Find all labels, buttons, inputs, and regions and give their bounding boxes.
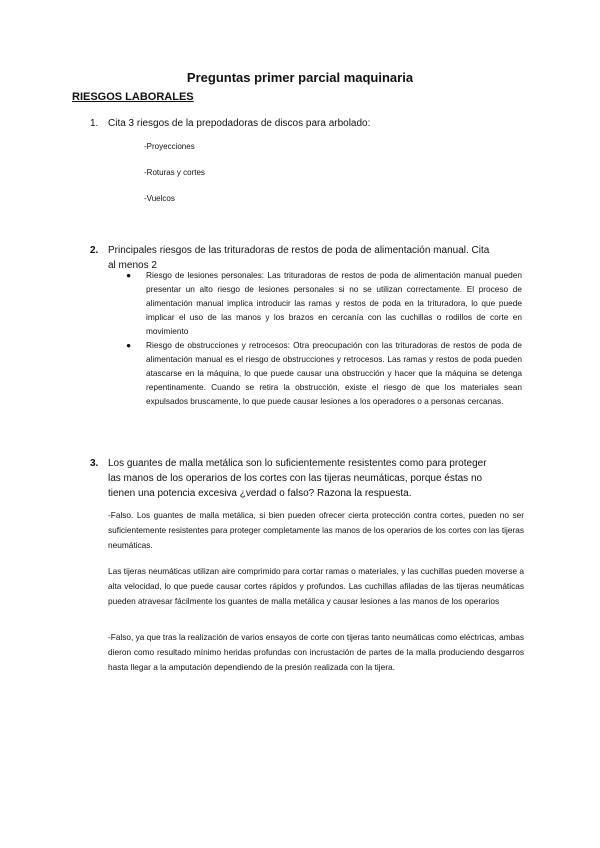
question-text-line: Principales riesgos de las trituradoras de restos de poda de alimentación manual. Cita bbox=[108, 245, 490, 256]
page-title: Preguntas primer parcial maquinaria bbox=[186, 70, 414, 85]
answer-option: -Vuelcos bbox=[144, 194, 175, 203]
bullet-icon: ● bbox=[126, 340, 132, 350]
question-text-line: tienen una potencia excesiva ¿verdad o falso? Razona la respuesta. bbox=[108, 488, 412, 499]
question-number: 3. bbox=[90, 458, 99, 469]
list-item bbox=[126, 268, 522, 338]
list-item-text: Riesgo de lesiones personales: Las trituradoras de restos de poda de alimentación manual pueden presentar un alto riesgo de lesiones personales si no se utilizan correctamente. El proceso de alimentación manual implica introducir las ramas y restos de poda en la trituradora, lo que puede implicar el uso de las manos y los brazos en cercanía con las cuchillas o rodillos de corte en movimiento bbox=[146, 270, 522, 336]
answer-paragraph: Las tijeras neumáticas utilizan aire comprimido para cortar ramas o materiales, y las cuchillas pueden moverse a alta velocidad, lo que puede causar cortes rápidos y profundos. Las cuchillas afiladas de las tijeras neumáticas pueden atravesar fácilmente los guantes de malla metálica y causar lesiones a las manos de los operarios bbox=[108, 566, 524, 606]
answer-option: -Proyecciones bbox=[144, 142, 195, 151]
list-item-text: Riesgo de obstrucciones y retrocesos: Otra preocupación con las trituradoras de restos de poda de alimentación manual es el riesgo de obstrucciones y retrocesos. Las ramas y restos de poda pueden atascarse en la máquina, lo que puede causar una obstrucción y hacer que la máquina se detenga repentinamente. Cuando se retira la obstrucción, existe el riesgo de que los materiales sean expulsados bruscamente, lo que puede causar lesiones a los operadores o a personas cercanas. bbox=[146, 340, 522, 406]
bullet-icon: ● bbox=[126, 270, 132, 280]
question-text-line: las manos de los operarios de los cortes con las tijeras neumáticas, porque éstas no bbox=[108, 473, 483, 484]
answer-paragraph: -Falso. Los guantes de malla metálica, si bien pueden ofrecer cierta protección contra cortes, pueden no ser suficientemente resistentes para proteger completamente las manos de los operarios de los cortes con las tijeras neumáticas. bbox=[108, 510, 524, 550]
question-text-line: Los guantes de malla metálica son lo suficientemente resistentes como para proteger bbox=[108, 458, 487, 469]
answer-option: -Roturas y cortes bbox=[144, 168, 205, 177]
section-heading: RIESGOS LABORALES bbox=[72, 91, 194, 103]
bullet-list bbox=[126, 268, 522, 408]
answer-paragraph: -Falso, ya que tras la realización de varios ensayos de corte con tijeras tanto neumáticas como eléctricas, ambas dieron como resultado mínimo heridas profundas con incrustación de partes de la malla produciendo desgarros hasta llegar a la amputación dependiendo de la presión realizada con la tijera. bbox=[108, 632, 524, 672]
question-text: Cita 3 riesgos de la prepodadoras de discos para arbolado: bbox=[108, 118, 371, 129]
question-number: 1. bbox=[90, 118, 99, 129]
list-item bbox=[126, 338, 522, 408]
question-number: 2. bbox=[90, 245, 99, 256]
question-text-line: al menos 2 bbox=[108, 260, 157, 271]
